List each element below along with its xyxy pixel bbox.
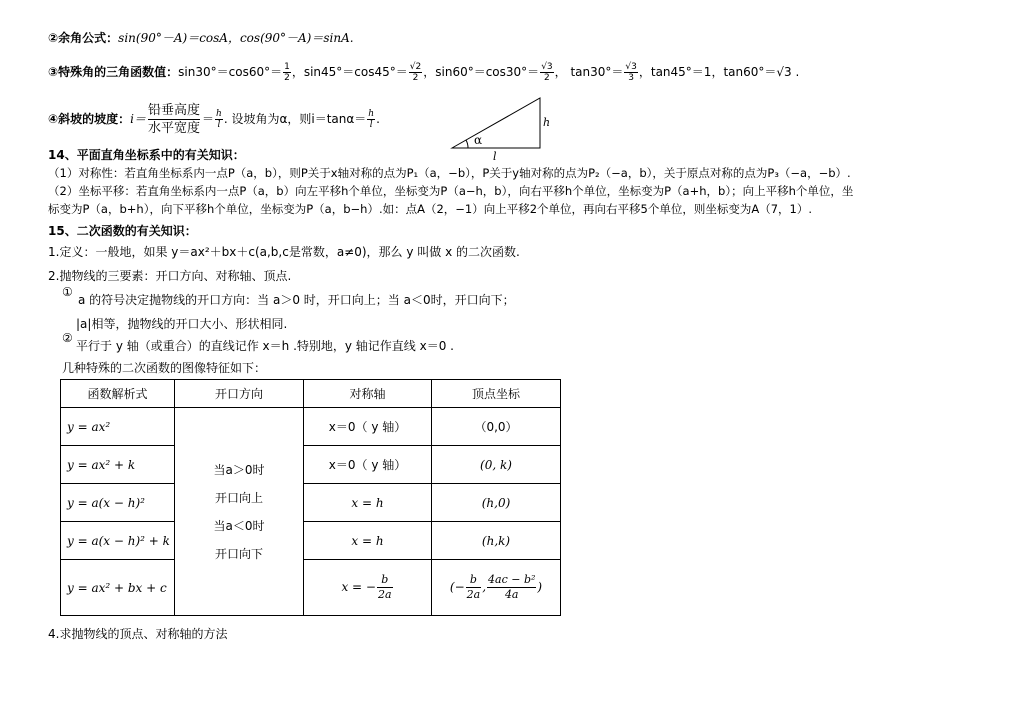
triangle-shape	[452, 98, 540, 148]
circle-one: ①	[62, 285, 73, 299]
frac-num: √2	[409, 62, 422, 72]
function-cell: y = ax²	[61, 408, 175, 446]
frac-half	[283, 62, 291, 83]
opening-line: 当a＜0时	[213, 518, 265, 533]
alpha-label: α	[474, 133, 483, 147]
axis-cell: x = h	[304, 522, 432, 560]
frac-den: 2	[544, 73, 550, 83]
axis-cell: x＝0（ y 轴）	[304, 446, 432, 484]
vertex-cell: (h,k)	[432, 522, 561, 560]
frac-den: l	[217, 120, 221, 130]
frac-num: b	[466, 573, 482, 588]
sin45-text: ，sin45°＝cos45°＝	[291, 65, 408, 79]
sin60-text: ，sin60°＝cos30°＝	[423, 65, 540, 79]
angle-arc	[466, 140, 468, 148]
slope-label: ④斜坡的坡度：	[48, 112, 131, 126]
symmetry-text: （1）对称性：若直角坐标系内一点P（a，b），则P关于x轴对称的点为P₁（a，−b），P关于y轴对称的点为P₂（−a，b），关于原点对称的点为P₃（−a，−b）.	[48, 166, 851, 180]
slope-h-l-fraction	[215, 109, 223, 130]
frac-den: 水平宽度	[148, 121, 201, 136]
axis-cell: x＝0（ y 轴）	[304, 408, 432, 446]
axis-cell	[304, 560, 432, 616]
translation-text-2: 标变为P（a，b+h），向下平移h个单位，坐标变为P（a，b−h）.如：点A（2，−1）向上平移2个单位，再向右平移5个单位，则坐标变为A（7，1）.	[48, 202, 813, 216]
complementary-text: sin(90°－A)＝cosA，cos(90°－A)＝sinA.	[118, 31, 354, 45]
frac-sqrt2-2	[409, 62, 422, 83]
table-row	[61, 560, 561, 616]
circle-two: ②	[62, 331, 73, 345]
quadratic-features-table	[60, 379, 561, 616]
frac-num: b	[377, 573, 393, 588]
opening-line: 当a＞0时	[213, 462, 265, 477]
table-row	[61, 522, 561, 560]
frac-den: 4a	[504, 588, 519, 601]
opening-direction-cell	[175, 408, 304, 616]
function-cell: y = ax² + bx + c	[61, 560, 175, 616]
vertex-cell: (h,0)	[432, 484, 561, 522]
frac-sqrt3-3	[624, 62, 637, 83]
vertex-close: )	[537, 580, 543, 594]
vertex-x-fraction	[466, 573, 482, 602]
function-cell: y = a(x − h)² + k	[61, 522, 175, 560]
frac-num: h	[216, 109, 222, 119]
table-row	[61, 408, 561, 446]
opening-line: 开口向下	[214, 546, 263, 561]
vertex-comma: ,	[482, 580, 487, 594]
tan45-text: ，tan45°＝1，tan60°＝√3 .	[638, 65, 800, 79]
slope-chinese-fraction	[148, 102, 200, 137]
abs-a-text: |a|相等，抛物线的开口大小、形状相同.	[76, 317, 288, 331]
frac-num: 1	[284, 62, 290, 72]
vertex-y-fraction	[487, 573, 536, 602]
frac-den: 2a	[377, 588, 392, 601]
table-row	[61, 484, 561, 522]
frac-den: l	[369, 120, 373, 130]
header-cell: 对称轴	[304, 380, 432, 408]
slope-eq: ＝	[202, 112, 215, 126]
frac-den: 2	[412, 73, 419, 83]
complementary-label: ②余角公式：	[48, 31, 119, 45]
axis-fraction	[377, 573, 393, 602]
definition-text: 1.定义：一般地，如果 y＝ax²＋bx＋c(a,b,c是常数，a≠0)，那么 y 叫做 x 的二次函数.	[48, 245, 520, 259]
slope-text: . 设坡角为α，则i＝tanα＝	[223, 112, 367, 126]
parallel-line-text: 平行于 y 轴（或重合）的直线记作 x＝h .特别地，y 轴记作直线 x＝0 .	[76, 339, 454, 353]
frac-num: √3	[625, 62, 637, 72]
slope-i: i＝	[130, 112, 147, 126]
tan30-text: ， tan30°＝	[554, 65, 624, 79]
frac-num: √3	[541, 62, 553, 72]
frac-num: 铅垂高度	[148, 103, 201, 118]
section-15-title: 15、二次函数的有关知识：	[48, 224, 197, 238]
slope-line	[48, 100, 380, 138]
three-elements-text: 2.抛物线的三要素：开口方向、对称轴、顶点.	[48, 269, 292, 283]
frac-num: h	[368, 109, 375, 119]
sin30-text: sin30°＝cos60°＝	[178, 65, 283, 79]
table-row	[61, 446, 561, 484]
frac-den: 3	[628, 73, 634, 83]
vertex-open: (−	[449, 580, 465, 594]
translation-text-1: （2）坐标平移：若直角坐标系内一点P（a，b）向左平移h个单位，坐标变为P（a−h，b），向右平移h个单位，坐标变为P（a+h，b）；向上平移h个单位，坐	[48, 184, 854, 198]
special-angles-label: ③特殊角的三角函数值：	[48, 65, 179, 79]
slope-end: .	[376, 112, 380, 126]
frac-num: 4ac − b²	[488, 573, 536, 586]
complementary-formula-line	[48, 30, 354, 46]
header-cell: 顶点坐标	[432, 380, 561, 408]
slope-triangle-diagram	[448, 92, 558, 162]
slope-h-l-fraction-2	[367, 109, 375, 130]
header-cell: 开口方向	[175, 380, 304, 408]
axis-prefix: x = −	[341, 580, 376, 594]
frac-den: 2	[284, 73, 290, 83]
special-angles-line	[48, 60, 799, 84]
header-cell: 函数解析式	[61, 380, 175, 408]
axis-cell: x = h	[304, 484, 432, 522]
opening-line: 开口向上	[214, 490, 263, 505]
l-label: l	[493, 150, 497, 162]
table-intro-text: 几种特殊的二次函数的图像特征如下：	[62, 361, 267, 375]
function-cell: y = ax² + k	[61, 446, 175, 484]
function-cell: y = a(x − h)²	[61, 484, 175, 522]
frac-den: 2a	[466, 588, 481, 601]
section-14-title: 14、平面直角坐标系中的有关知识：	[48, 148, 245, 162]
frac-sqrt3-2	[540, 62, 553, 83]
vertex-method-heading: 4.求抛物线的顶点、对称轴的方法	[48, 627, 228, 641]
table-header-row	[61, 380, 561, 408]
vertex-cell: (0, k)	[432, 446, 561, 484]
h-label: h	[543, 116, 551, 129]
vertex-cell	[432, 560, 561, 616]
sign-of-a-text: a 的符号决定抛物线的开口方向：当 a＞0 时，开口向上；当 a＜0时，开口向下；	[78, 293, 515, 307]
vertex-cell: （0,0）	[432, 408, 561, 446]
